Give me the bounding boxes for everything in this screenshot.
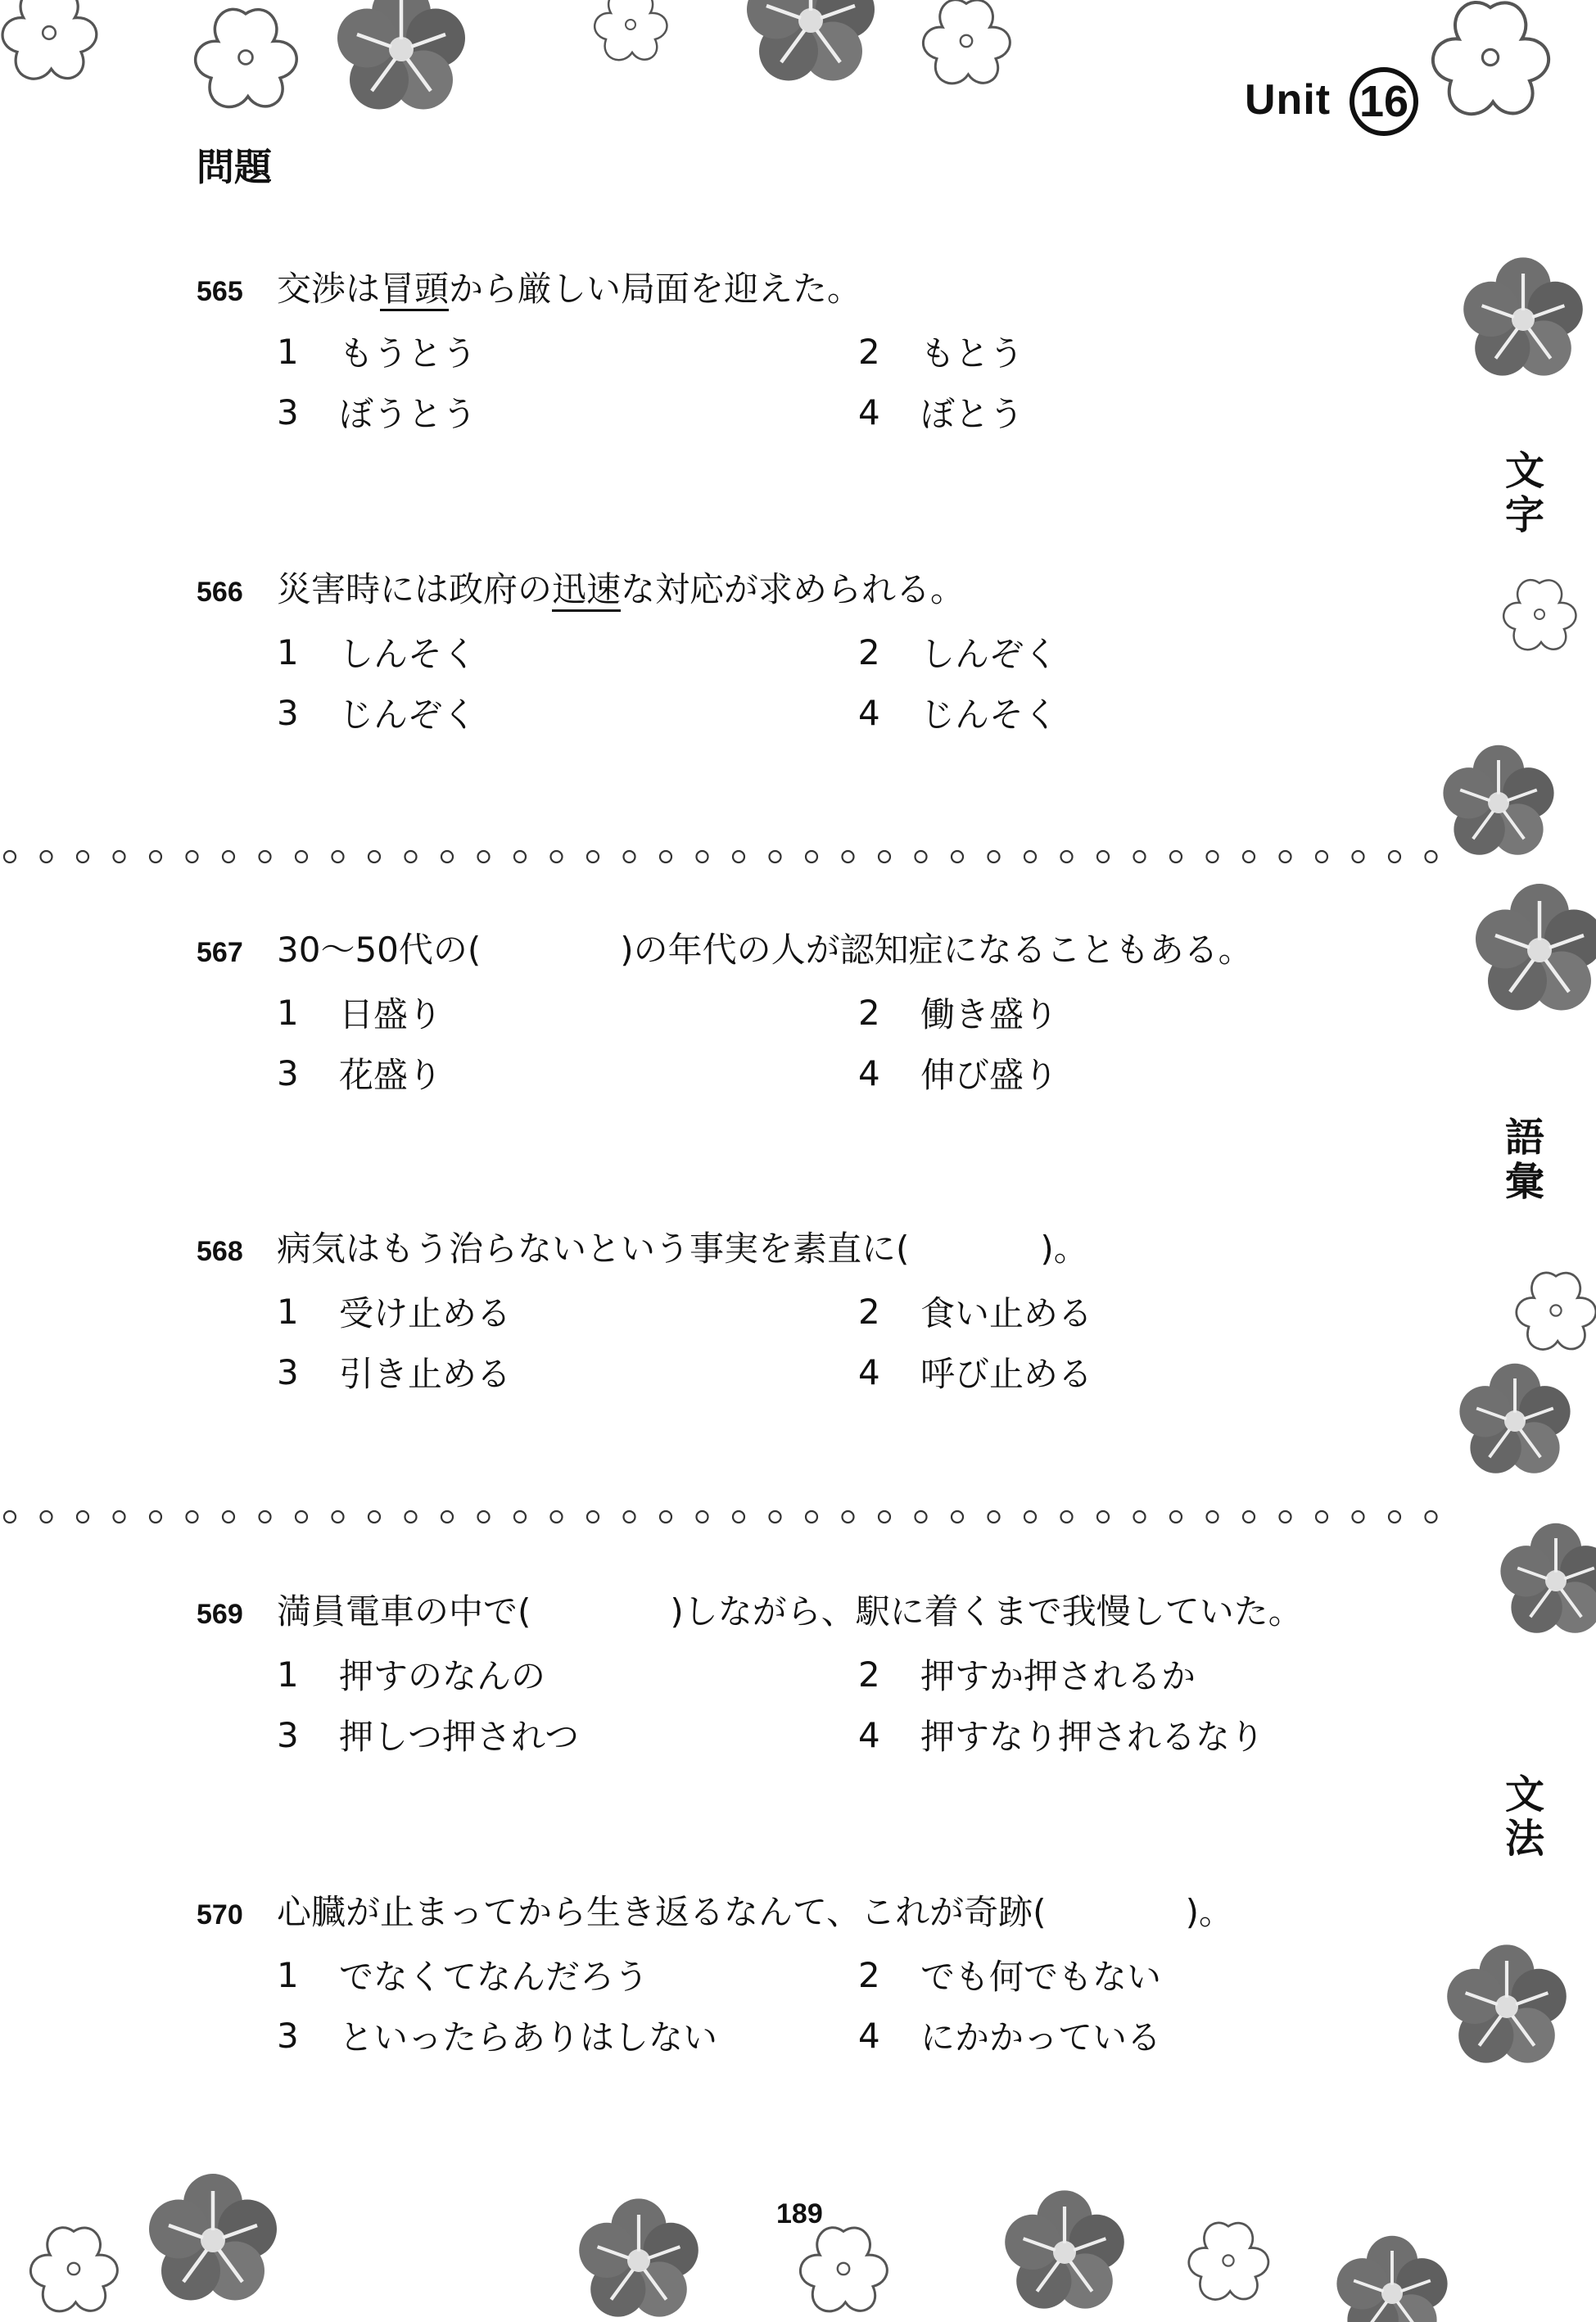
answer-blank-open: ( — [1033, 1892, 1047, 1932]
side-tab-char: 文 — [1504, 448, 1544, 494]
page-number: 189 — [776, 2198, 823, 2229]
side-tab-moji — [1492, 449, 1558, 537]
option-3[interactable]: 3 花盛り — [277, 1052, 443, 1095]
answer-blank-close: ) — [1040, 1229, 1054, 1269]
answer-blank-close: ) — [670, 1591, 684, 1632]
option-1[interactable]: 1 日盛り — [277, 992, 443, 1034]
question-text: 30～50代の( )の年代の人が認知症になることもある。 — [277, 930, 1253, 970]
option-3[interactable]: 3 引き止める — [277, 1351, 512, 1394]
question-number: 567 — [197, 937, 243, 968]
option-3[interactable]: 3 押しつ押されつ — [277, 1714, 580, 1757]
option-2[interactable]: 2 働き盛り — [858, 992, 1059, 1034]
option-4[interactable]: 4 押すなり押されるなり — [858, 1714, 1265, 1757]
question-566 — [197, 563, 1425, 743]
question-number: 570 — [197, 1899, 243, 1930]
option-2[interactable]: 2 食い止める — [858, 1291, 1093, 1333]
option-2[interactable]: 2 しんぞく — [858, 631, 1059, 674]
answer-blank-close: ) — [620, 930, 634, 970]
side-tab-bunpou — [1492, 1772, 1558, 1861]
option-2[interactable]: 2 でも何でもない — [858, 1954, 1162, 1997]
option-4[interactable]: 4 にかかっている — [858, 2015, 1162, 2057]
underlined-word: 冒頭 — [380, 269, 449, 311]
option-3[interactable]: 3 ぼうとう — [277, 392, 477, 434]
question-text: 病気はもう治らないという事実を素直に( )。 — [277, 1229, 1088, 1269]
option-4[interactable]: 4 じんそく — [858, 692, 1059, 735]
question-text: 災害時には政府の迅速な対応が求められる。 — [277, 563, 965, 612]
answer-blank-open: ( — [896, 1229, 910, 1269]
option-4[interactable]: 4 ぼとう — [858, 392, 1024, 434]
unit-label: Unit — [1245, 76, 1332, 124]
option-1[interactable]: 1 でなくてなんだろう — [277, 1954, 649, 1997]
option-3[interactable]: 3 じんぞく — [277, 692, 477, 735]
side-tab-goi — [1492, 1116, 1558, 1204]
side-tab-char: 法 — [1504, 1816, 1544, 1862]
option-3[interactable]: 3 といったらありはしない — [277, 2015, 718, 2057]
answer-blank-open: ( — [467, 930, 482, 970]
dotted-divider — [0, 849, 1466, 865]
side-tab-char: 語 — [1504, 1115, 1544, 1161]
question-text: 心臓が止まってから生き返るなんて、これが奇跡( )。 — [277, 1892, 1233, 1932]
answer-blank-close: ) — [1185, 1892, 1199, 1932]
side-tab-char: 彙 — [1504, 1159, 1544, 1205]
question-567 — [197, 923, 1425, 1103]
option-1[interactable]: 1 押すのなんの — [277, 1654, 546, 1696]
side-tab-char: 字 — [1504, 492, 1544, 538]
question-568 — [197, 1222, 1425, 1402]
answer-blank-open: ( — [518, 1591, 531, 1632]
option-1[interactable]: 1 受け止める — [277, 1291, 512, 1333]
question-number: 569 — [197, 1599, 243, 1630]
section-title: 問題 — [197, 145, 272, 189]
question-number: 565 — [197, 276, 243, 307]
question-text: 満員電車の中で( )しながら、駅に着くまで我慢していた。 — [277, 1591, 1303, 1632]
question-569 — [197, 1585, 1425, 1765]
option-1[interactable]: 1 もうとう — [277, 331, 477, 373]
side-tab-char: 文 — [1504, 1772, 1544, 1817]
question-number: 566 — [197, 577, 243, 608]
option-4[interactable]: 4 呼び止める — [858, 1351, 1093, 1394]
option-2[interactable]: 2 もとう — [858, 331, 1024, 373]
underlined-word: 迅速 — [552, 569, 621, 612]
option-4[interactable]: 4 伸び盛り — [858, 1052, 1059, 1095]
option-1[interactable]: 1 しんそく — [277, 631, 477, 674]
option-2[interactable]: 2 押すか押されるか — [858, 1654, 1196, 1696]
question-text: 交渉は冒頭から厳しい局面を迎えた。 — [277, 262, 861, 311]
dotted-divider — [0, 1509, 1466, 1525]
unit-number-badge: 16 — [1350, 67, 1418, 136]
question-570 — [197, 1885, 1425, 2066]
question-number: 568 — [197, 1236, 243, 1267]
question-565 — [197, 262, 1425, 442]
